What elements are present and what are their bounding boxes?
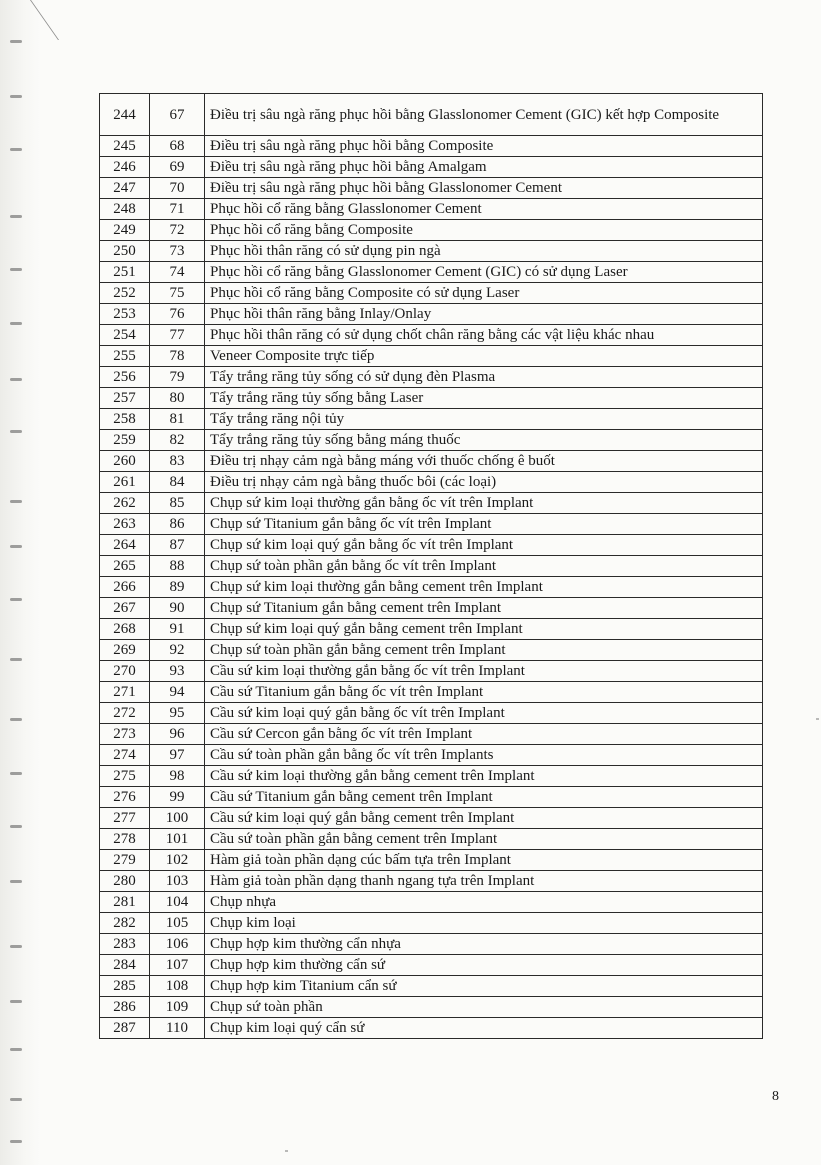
row-tt-cell: 92 xyxy=(150,640,205,661)
table-row xyxy=(100,745,763,766)
row-name-cell: Cầu sứ kim loại thường gắn bằng ốc vít trên Implant xyxy=(205,661,763,682)
row-stt-cell: 251 xyxy=(100,262,150,283)
row-name-cell: Chụp sứ toàn phần gắn bằng ốc vít trên Implant xyxy=(205,556,763,577)
row-stt-cell: 263 xyxy=(100,514,150,535)
row-stt-cell: 246 xyxy=(100,157,150,178)
table-row xyxy=(100,325,763,346)
row-name-cell: Phục hồi cổ răng bằng Glasslonomer Cement xyxy=(205,199,763,220)
row-name-cell: Chụp sứ Titanium gắn bằng cement trên Implant xyxy=(205,598,763,619)
row-stt-cell: 269 xyxy=(100,640,150,661)
row-stt-cell: 268 xyxy=(100,619,150,640)
row-tt-cell: 96 xyxy=(150,724,205,745)
row-stt-cell: 274 xyxy=(100,745,150,766)
row-stt-cell: 244 xyxy=(100,94,150,136)
row-name-cell: Cầu sứ Cercon gắn bằng ốc vít trên Implant xyxy=(205,724,763,745)
row-stt-cell: 245 xyxy=(100,136,150,157)
binding-hole xyxy=(10,1000,22,1003)
row-stt-cell: 265 xyxy=(100,556,150,577)
binding-hole xyxy=(10,148,22,151)
table-row xyxy=(100,619,763,640)
table-row xyxy=(100,766,763,787)
row-name-cell: Chụp sứ kim loại quý gắn bằng cement trên Implant xyxy=(205,619,763,640)
row-stt-cell: 267 xyxy=(100,598,150,619)
row-stt-cell: 259 xyxy=(100,430,150,451)
row-name-cell: Cầu sứ Titanium gắn bằng ốc vít trên Implant xyxy=(205,682,763,703)
binding-hole xyxy=(10,658,22,661)
row-tt-cell: 91 xyxy=(150,619,205,640)
table-row xyxy=(100,514,763,535)
row-name-cell: Tẩy trắng răng tủy sống bằng máng thuốc xyxy=(205,430,763,451)
row-stt-cell: 249 xyxy=(100,220,150,241)
row-tt-cell: 89 xyxy=(150,577,205,598)
row-name-cell: Chụp sứ kim loại thường gắn bằng ốc vít trên Implant xyxy=(205,493,763,514)
row-tt-cell: 87 xyxy=(150,535,205,556)
row-name-cell: Chụp sứ Titanium gắn bằng ốc vít trên Implant xyxy=(205,514,763,535)
binding-hole xyxy=(10,215,22,218)
row-tt-cell: 105 xyxy=(150,913,205,934)
row-stt-cell: 278 xyxy=(100,829,150,850)
binding-edge xyxy=(0,0,40,1165)
row-name-cell: Hàm giả toàn phần dạng thanh ngang tựa trên Implant xyxy=(205,871,763,892)
table-row xyxy=(100,997,763,1018)
row-stt-cell: 284 xyxy=(100,955,150,976)
row-tt-cell: 104 xyxy=(150,892,205,913)
row-stt-cell: 253 xyxy=(100,304,150,325)
table-row xyxy=(100,913,763,934)
binding-hole xyxy=(10,880,22,883)
row-name-cell: Cầu sứ toàn phần gắn bằng cement trên Implant xyxy=(205,829,763,850)
row-name-cell: Cầu sứ Titanium gắn bằng cement trên Implant xyxy=(205,787,763,808)
binding-hole xyxy=(10,825,22,828)
row-tt-cell: 79 xyxy=(150,367,205,388)
binding-hole xyxy=(10,772,22,775)
row-name-cell: Chụp hợp kim Titanium cẩn sứ xyxy=(205,976,763,997)
table-row xyxy=(100,220,763,241)
row-stt-cell: 276 xyxy=(100,787,150,808)
table-row xyxy=(100,409,763,430)
page-number: 8 xyxy=(772,1089,779,1104)
table-row xyxy=(100,157,763,178)
row-stt-cell: 247 xyxy=(100,178,150,199)
table-row xyxy=(100,430,763,451)
row-tt-cell: 101 xyxy=(150,829,205,850)
binding-hole xyxy=(10,95,22,98)
binding-hole xyxy=(10,718,22,721)
row-stt-cell: 250 xyxy=(100,241,150,262)
row-stt-cell: 283 xyxy=(100,934,150,955)
table-row xyxy=(100,94,763,136)
row-name-cell: Chụp sứ kim loại thường gắn bằng cement trên Implant xyxy=(205,577,763,598)
row-tt-cell: 99 xyxy=(150,787,205,808)
binding-hole xyxy=(10,268,22,271)
row-name-cell: Phục hồi cổ răng bằng Composite có sử dụng Laser xyxy=(205,283,763,304)
row-name-cell: Chụp kim loại quý cẩn sứ xyxy=(205,1018,763,1039)
row-name-cell: Điều trị sâu ngà răng phục hồi bằng Composite xyxy=(205,136,763,157)
row-stt-cell: 271 xyxy=(100,682,150,703)
row-stt-cell: 286 xyxy=(100,997,150,1018)
row-stt-cell: 285 xyxy=(100,976,150,997)
row-stt-cell: 280 xyxy=(100,871,150,892)
row-stt-cell: 272 xyxy=(100,703,150,724)
binding-hole xyxy=(10,945,22,948)
row-name-cell: Phục hồi cổ răng bằng Composite xyxy=(205,220,763,241)
row-tt-cell: 78 xyxy=(150,346,205,367)
row-name-cell: Chụp hợp kim thường cẩn sứ xyxy=(205,955,763,976)
row-tt-cell: 82 xyxy=(150,430,205,451)
row-stt-cell: 262 xyxy=(100,493,150,514)
row-stt-cell: 279 xyxy=(100,850,150,871)
row-stt-cell: 277 xyxy=(100,808,150,829)
row-tt-cell: 81 xyxy=(150,409,205,430)
row-stt-cell: 281 xyxy=(100,892,150,913)
table-row xyxy=(100,346,763,367)
row-name-cell: Điều trị nhạy cảm ngà bằng thuốc bôi (các loại) xyxy=(205,472,763,493)
table-row xyxy=(100,136,763,157)
row-name-cell: Chụp sứ toàn phần gắn bằng cement trên Implant xyxy=(205,640,763,661)
table-row xyxy=(100,850,763,871)
table-row xyxy=(100,661,763,682)
row-name-cell: Tẩy trắng răng nội tủy xyxy=(205,409,763,430)
table-row xyxy=(100,178,763,199)
row-tt-cell: 103 xyxy=(150,871,205,892)
table-row xyxy=(100,682,763,703)
row-tt-cell: 88 xyxy=(150,556,205,577)
row-stt-cell: 257 xyxy=(100,388,150,409)
binding-hole xyxy=(10,500,22,503)
row-tt-cell: 83 xyxy=(150,451,205,472)
row-tt-cell: 109 xyxy=(150,997,205,1018)
table-row xyxy=(100,892,763,913)
row-stt-cell: 287 xyxy=(100,1018,150,1039)
table-row xyxy=(100,787,763,808)
table-row xyxy=(100,241,763,262)
table-row xyxy=(100,367,763,388)
table-row xyxy=(100,640,763,661)
row-tt-cell: 94 xyxy=(150,682,205,703)
row-stt-cell: 260 xyxy=(100,451,150,472)
row-tt-cell: 95 xyxy=(150,703,205,724)
table-row xyxy=(100,556,763,577)
row-name-cell: Phục hồi thân răng có sử dụng pin ngà xyxy=(205,241,763,262)
procedure-table xyxy=(99,93,763,1039)
table-row xyxy=(100,577,763,598)
row-stt-cell: 273 xyxy=(100,724,150,745)
row-name-cell: Phục hồi thân răng bằng Inlay/Onlay xyxy=(205,304,763,325)
table-row xyxy=(100,451,763,472)
row-stt-cell: 248 xyxy=(100,199,150,220)
row-name-cell: Phục hồi thân răng có sử dụng chốt chân răng bằng các vật liệu khác nhau xyxy=(205,325,763,346)
row-tt-cell: 98 xyxy=(150,766,205,787)
row-stt-cell: 255 xyxy=(100,346,150,367)
row-stt-cell: 264 xyxy=(100,535,150,556)
row-name-cell: Chụp kim loại xyxy=(205,913,763,934)
table-row xyxy=(100,493,763,514)
row-name-cell: Điều trị sâu ngà răng phục hồi bằng Amalgam xyxy=(205,157,763,178)
row-stt-cell: 261 xyxy=(100,472,150,493)
row-tt-cell: 74 xyxy=(150,262,205,283)
row-tt-cell: 93 xyxy=(150,661,205,682)
row-tt-cell: 75 xyxy=(150,283,205,304)
row-stt-cell: 275 xyxy=(100,766,150,787)
table-row xyxy=(100,388,763,409)
row-stt-cell: 254 xyxy=(100,325,150,346)
row-name-cell: Điều trị sâu ngà răng phục hồi bằng Glasslonomer Cement (GIC) kết hợp Composite xyxy=(205,94,763,136)
binding-hole xyxy=(10,598,22,601)
row-name-cell: Chụp nhựa xyxy=(205,892,763,913)
scan-mark xyxy=(816,718,819,720)
row-tt-cell: 77 xyxy=(150,325,205,346)
row-tt-cell: 106 xyxy=(150,934,205,955)
row-tt-cell: 108 xyxy=(150,976,205,997)
row-tt-cell: 85 xyxy=(150,493,205,514)
binding-hole xyxy=(10,545,22,548)
row-stt-cell: 252 xyxy=(100,283,150,304)
row-name-cell: Cầu sứ kim loại thường gắn bằng cement trên Implant xyxy=(205,766,763,787)
row-name-cell: Chụp hợp kim thường cẩn nhựa xyxy=(205,934,763,955)
row-tt-cell: 68 xyxy=(150,136,205,157)
row-tt-cell: 72 xyxy=(150,220,205,241)
binding-hole xyxy=(10,430,22,433)
table-row xyxy=(100,262,763,283)
table-row xyxy=(100,598,763,619)
binding-hole xyxy=(10,378,22,381)
row-tt-cell: 107 xyxy=(150,955,205,976)
row-tt-cell: 86 xyxy=(150,514,205,535)
table-row xyxy=(100,829,763,850)
row-name-cell: Chụp sứ kim loại quý gắn bằng ốc vít trên Implant xyxy=(205,535,763,556)
row-name-cell: Hàm giả toàn phần dạng cúc bấm tựa trên Implant xyxy=(205,850,763,871)
row-tt-cell: 69 xyxy=(150,157,205,178)
row-name-cell: Tẩy trắng răng tủy sống bằng Laser xyxy=(205,388,763,409)
row-stt-cell: 266 xyxy=(100,577,150,598)
table-row xyxy=(100,304,763,325)
table-row xyxy=(100,535,763,556)
row-name-cell: Chụp sứ toàn phần xyxy=(205,997,763,1018)
row-tt-cell: 67 xyxy=(150,94,205,136)
row-tt-cell: 100 xyxy=(150,808,205,829)
table-row xyxy=(100,724,763,745)
row-name-cell: Phục hồi cổ răng bằng Glasslonomer Cement (GIC) có sử dụng Laser xyxy=(205,262,763,283)
row-name-cell: Veneer Composite trực tiếp xyxy=(205,346,763,367)
row-tt-cell: 70 xyxy=(150,178,205,199)
table-row xyxy=(100,808,763,829)
binding-hole xyxy=(10,40,22,43)
table-row xyxy=(100,283,763,304)
table-row xyxy=(100,955,763,976)
row-name-cell: Điều trị sâu ngà răng phục hồi bằng Glasslonomer Cement xyxy=(205,178,763,199)
binding-hole xyxy=(10,1098,22,1101)
row-stt-cell: 256 xyxy=(100,367,150,388)
row-tt-cell: 71 xyxy=(150,199,205,220)
table-row xyxy=(100,976,763,997)
table-row xyxy=(100,703,763,724)
row-name-cell: Điều trị nhạy cảm ngà bằng máng với thuốc chống ê buốt xyxy=(205,451,763,472)
row-tt-cell: 102 xyxy=(150,850,205,871)
table-row xyxy=(100,472,763,493)
row-stt-cell: 258 xyxy=(100,409,150,430)
row-name-cell: Tẩy trắng răng tủy sống có sử dụng đèn Plasma xyxy=(205,367,763,388)
table-row xyxy=(100,934,763,955)
row-stt-cell: 282 xyxy=(100,913,150,934)
row-tt-cell: 76 xyxy=(150,304,205,325)
scan-mark xyxy=(285,1150,288,1152)
row-tt-cell: 110 xyxy=(150,1018,205,1039)
row-name-cell: Cầu sứ toàn phần gắn bằng ốc vít trên Implants xyxy=(205,745,763,766)
row-name-cell: Cầu sứ kim loại quý gắn bằng cement trên Implant xyxy=(205,808,763,829)
binding-hole xyxy=(10,1048,22,1051)
table-row xyxy=(100,871,763,892)
binding-hole xyxy=(10,1140,22,1143)
row-tt-cell: 90 xyxy=(150,598,205,619)
table-row xyxy=(100,1018,763,1039)
row-tt-cell: 97 xyxy=(150,745,205,766)
row-name-cell: Cầu sứ kim loại quý gắn bằng ốc vít trên Implant xyxy=(205,703,763,724)
table-row xyxy=(100,199,763,220)
row-stt-cell: 270 xyxy=(100,661,150,682)
row-tt-cell: 73 xyxy=(150,241,205,262)
binding-hole xyxy=(10,322,22,325)
row-tt-cell: 84 xyxy=(150,472,205,493)
procedure-table-body xyxy=(100,94,763,1039)
row-tt-cell: 80 xyxy=(150,388,205,409)
